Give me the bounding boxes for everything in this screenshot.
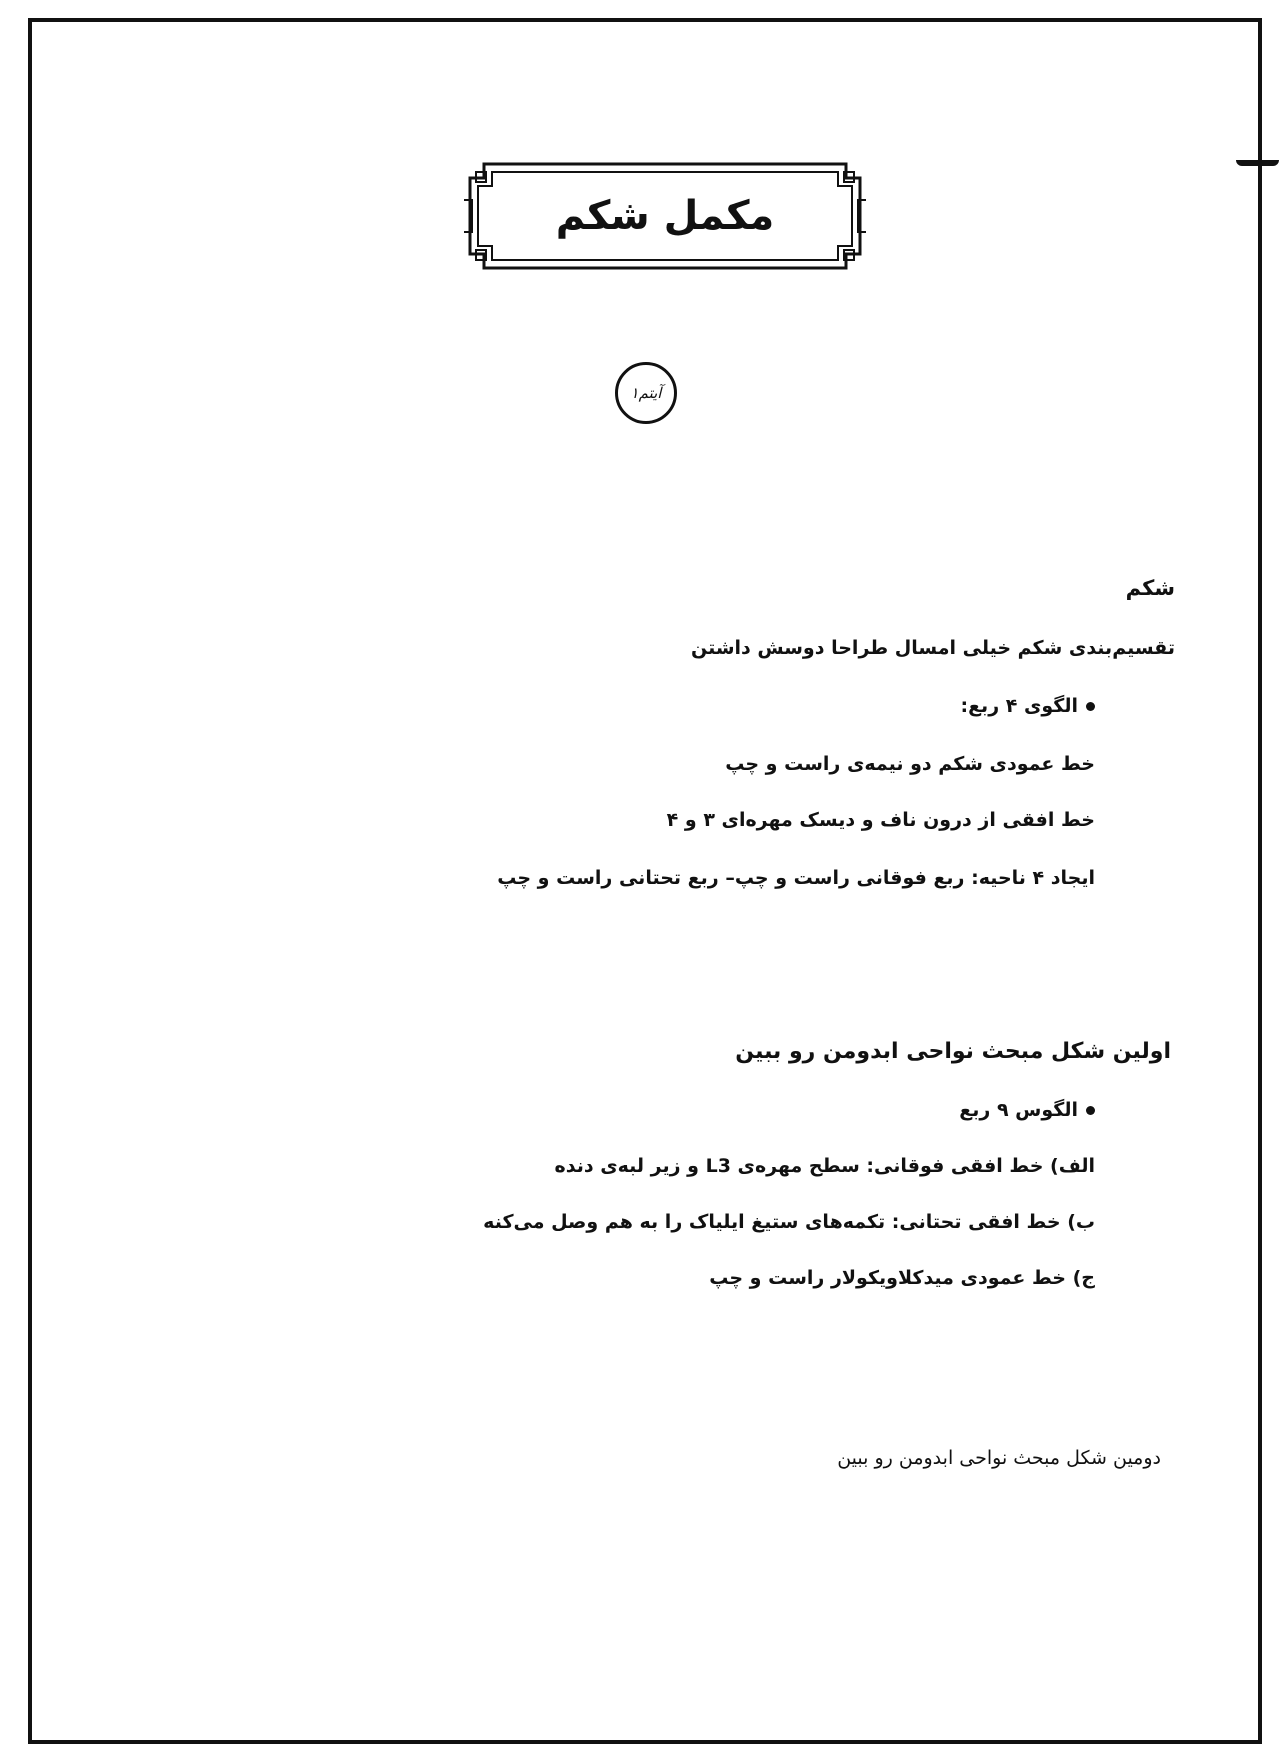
section3-text: دومین شکل مبحث نواحی ابدومن رو ببین xyxy=(837,1447,1161,1469)
section1-pattern-text: الگوی ۴ ربع: xyxy=(960,695,1078,717)
section2-line-2: ب) خط افقی تحتانی: تکمه‌های ستیغ ایلیاک را به هم وصل می‌کنه xyxy=(483,1211,1095,1233)
section2-line-3: ج) خط عمودی میدکلاویکولار راست و چپ xyxy=(709,1267,1095,1289)
section1-line-1: خط عمودی شکم دو نیمه‌ی راست و چپ xyxy=(725,753,1095,775)
section2-heading: اولین شکل مبحث نواحی ابدومن رو ببین xyxy=(735,1039,1171,1064)
bullet-icon xyxy=(1086,1106,1095,1115)
item-badge: آیتم۱ xyxy=(615,362,677,424)
section2-pattern-text: الگوس ۹ ربع xyxy=(959,1099,1078,1121)
section2-pattern-label xyxy=(959,1096,1095,1124)
page-tab-marker xyxy=(1236,160,1279,166)
section1-intro: تقسیم‌بندی شکم خیلی امسال طراحا دوسش داشتن xyxy=(690,637,1175,659)
bullet-icon xyxy=(1086,702,1095,711)
section1-line-2: خط افقی از درون ناف و دیسک مهره‌ای ۳ و ۴ xyxy=(666,809,1095,831)
section1-heading: شکم xyxy=(1125,576,1175,600)
title-frame xyxy=(462,160,868,272)
section1-pattern-label xyxy=(960,692,1095,720)
page-title: مکمل شکم xyxy=(555,193,775,239)
section2-line-1: الف) خط افقی فوقانی: سطح مهره‌ی L3 و زیر لبه‌ی دنده xyxy=(554,1155,1095,1177)
section1-line-3: ایجاد ۴ ناحیه: ربع فوقانی راست و چپ– ربع تحتانی راست و چپ xyxy=(497,867,1095,889)
